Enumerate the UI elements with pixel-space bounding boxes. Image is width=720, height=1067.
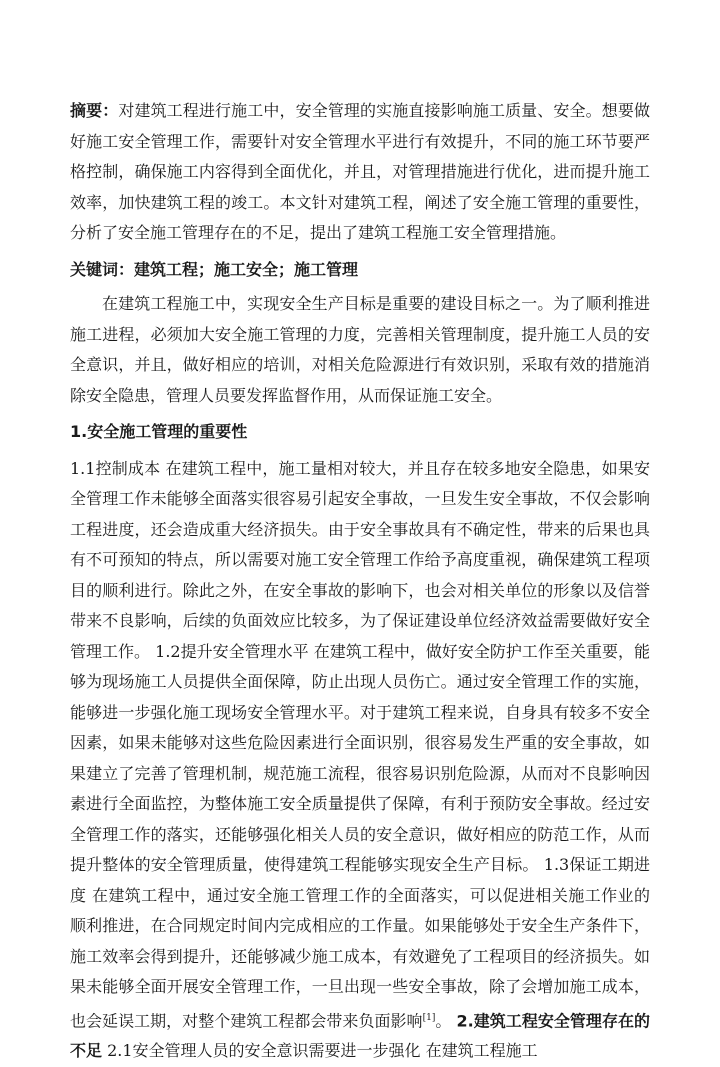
abstract-text: 对建筑工程进行施工中，安全管理的实施直接影响施工质量、安全。想要做好施工安全管理工作，需要针对安全管理水平进行有效提升，不同的施工环节要严格控制，确保施工内容得到全面优化，并且，对管理措施进行优化，进而提升施工效率，加快建筑工程的竣工。本文针对建筑工程，阐述了安全施工管理的重要性，分析了安全施工管理存在的不足，提出了建筑工程施工安全管理措施。: [70, 101, 650, 242]
abstract-paragraph: [70, 96, 650, 249]
section-1-heading: 1.安全施工管理的重要性: [70, 422, 248, 441]
section-1-body: [70, 454, 650, 1067]
intro-paragraph: 在建筑工程施工中，实现安全生产目标是重要的建设目标之一。为了顺利推进施工进程，必须加大安全施工管理的力度，完善相关管理制度，提升施工人员的安全意识，并且，做好相应的培训，对相关危险源进行有效识别，采取有效的措施消除安全隐患，管理人员要发挥监督作用，从而保证施工安全。: [70, 294, 650, 405]
citation-1: [1]: [422, 1012, 436, 1023]
subsection-2-1-text: 在建筑工程施工: [425, 1041, 538, 1061]
section-2-heading: 2.建筑工程安全管理存在的不足: [70, 1010, 650, 1061]
subsection-1-1-text: 在建筑工程中，施工量相对较大，并且存在较多地安全隐患，如果安全管理工作未能够全面落实很容易引起安全事故，一旦发生安全事故，不仅会影响工程进度，还会造成重大经济损失。由于安全事故具有不确定性，带来的后果也具有不可预知的特点，所以需要对施工安全管理工作给予高度重视，确保建筑工程项目的顺利进行。除此之外，在安全事故的影响下，也会对相关单位的形象以及信誉带来不良影响，后续的负面效应比较多，为了保证建设单位经济效益需要做好安全管理工作。: [70, 458, 650, 661]
document-page: [70, 96, 650, 1067]
keywords-label: 关键词：: [70, 259, 135, 279]
subsection-2-1-heading: 2.1安全管理人员的安全意识需要进一步强化: [102, 1041, 426, 1061]
subsection-1-3-heading: 1.3保证工期进度: [70, 855, 650, 905]
subsection-1-1-heading: 1.1控制成本: [70, 458, 166, 478]
keywords-text: 建筑工程；施工安全；施工管理: [134, 259, 359, 279]
abstract-label: 摘要：: [70, 101, 119, 120]
keywords-paragraph: [70, 255, 650, 286]
subsection-1-3-text: 在建筑工程中，通过安全施工管理工作的全面落实，可以促进相关施工作业的顺利推进，在合同规定时间内完成相应的工作量。如果能够处于安全生产条件下，施工效率会得到提升，还能够减少施工成本，有效避免了工程项目的经济损失。如果未能够全面开展安全管理工作，一旦出现一些安全事故，除了会增加施工成本，也会延误工期，对整个建筑工程都会带来负面影响: [70, 885, 650, 1030]
subsection-1-2-heading: 1.2提升安全管理水平: [155, 641, 314, 661]
section-1-tail: 。: [435, 1010, 457, 1030]
subsection-1-2-text: 在建筑工程中，做好安全防护工作至关重要，能够为现场施工人员提供全面保障，防止出现人员伤亡。通过安全管理工作的实施，能够进一步强化施工现场安全管理水平。对于建筑工程来说，自身具有较多不安全因素，如果未能够对这些危险因素进行全面识别，很容易发生严重的安全事故，如果建立了完善了管理机制，规范施工流程，很容易识别危险源，从而对不良影响因素进行全面监控，为整体施工安全质量提供了保障，有利于预防安全事故。经过安全管理工作的落实，还能够强化相关人员的安全意识，做好相应的防范工作，从而提升整体的安全管理质量，使得建筑工程能够实现安全生产目标。: [70, 641, 650, 874]
